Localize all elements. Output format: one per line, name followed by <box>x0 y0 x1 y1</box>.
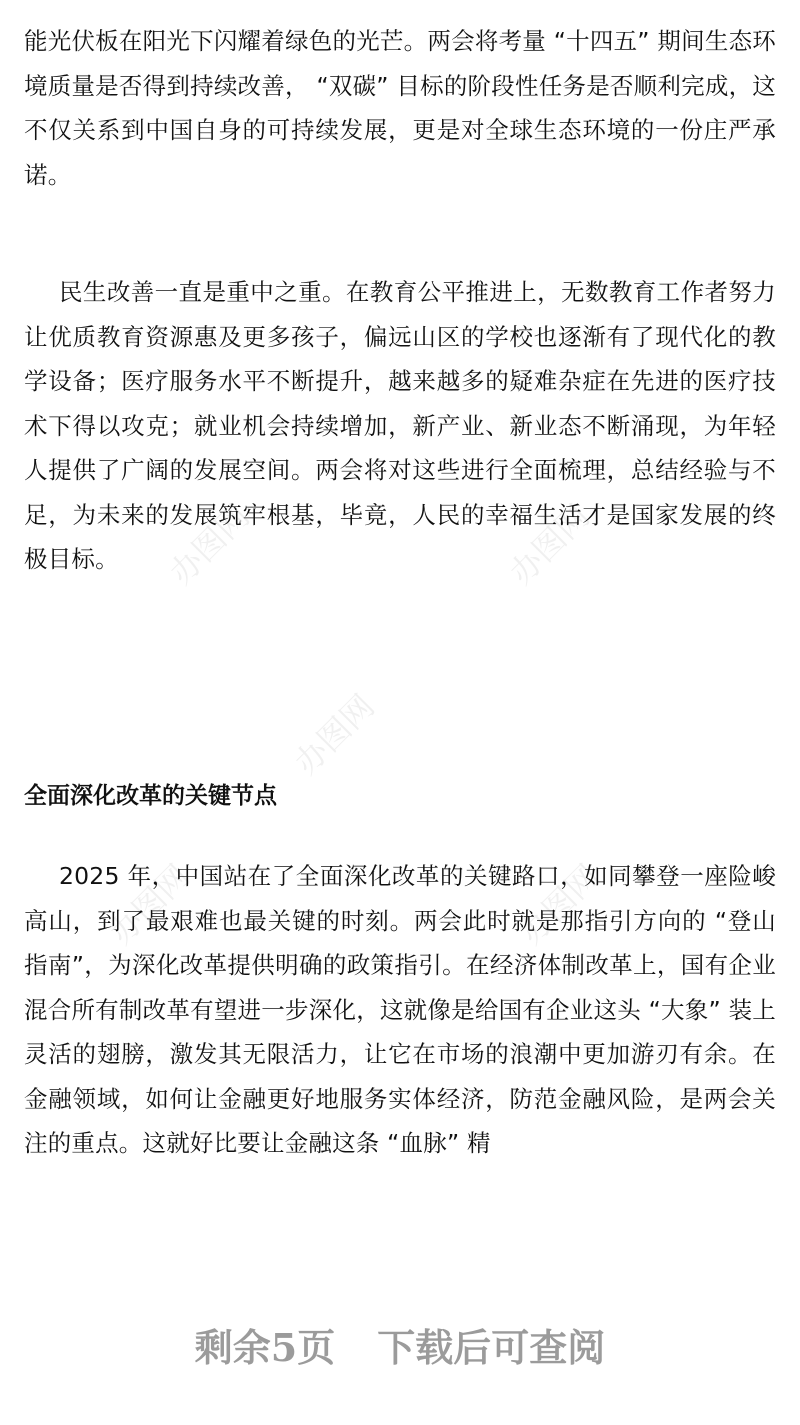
body-paragraph: 能光伏板在阳光下闪耀着绿色的光芒。两会将考量 “十四五” 期间生态环境质量是否得到持续改善， “双碳” 目标的阶段性任务是否顺利完成，这不仅关系到中国自身的可持续发展，更是对全球生态环境的一份庄严承诺。 <box>24 27 776 189</box>
download-prompt-banner[interactable] <box>0 1318 800 1378</box>
watermark: 办图网 <box>102 857 197 952</box>
remaining-pages-label: 剩余5页 <box>194 1325 336 1370</box>
watermark: 办图网 <box>502 497 597 592</box>
body-paragraph: 民生改善一直是重中之重。在教育公平推进上，无数教育工作者努力让优质教育资源惠及更多孩子，偏远山区的学校也逐渐有了现代化的教学设备；医疗服务水平不断提升，越来越多的疑难杂症在先进的医疗技术下得以攻克；就业机会持续增加，新产业、新业态不断涌现，为年轻人提供了广阔的发展空间。两会将对这些进行全面梳理，总结经验与不足，为未来的发展筑牢根基，毕竟，人民的幸福生活才是国家发展的终极目标。 <box>24 278 776 573</box>
section-heading: 全面深化改革的关键节点 <box>24 783 277 809</box>
download-hint-label: 下载后可查阅 <box>377 1325 606 1370</box>
watermark: 办图网 <box>162 497 257 592</box>
watermark: 办图网 <box>512 857 607 952</box>
watermark: 办图网 <box>287 687 382 782</box>
body-paragraph: 2025 年，中国站在了全面深化改革的关键路口，如同攀登一座险峻高山，到了最艰难也最关键的时刻。两会此时就是那指引方向的 “登山指南”，为深化改革提供明确的政策指引。在经济体制改革上，国有企业混合所有制改革有望进一步深化，这就像是给国有企业这头 “大象” 装上灵活的翅膀，激发其无限活力，让它在市场的浪潮中更加游刃有余。在金融领域，如何让金融更好地服务实体经济，防范金融风险，是两会关注的重点。这就好比要让金融这条 “血脉” 精 <box>24 862 776 1157</box>
